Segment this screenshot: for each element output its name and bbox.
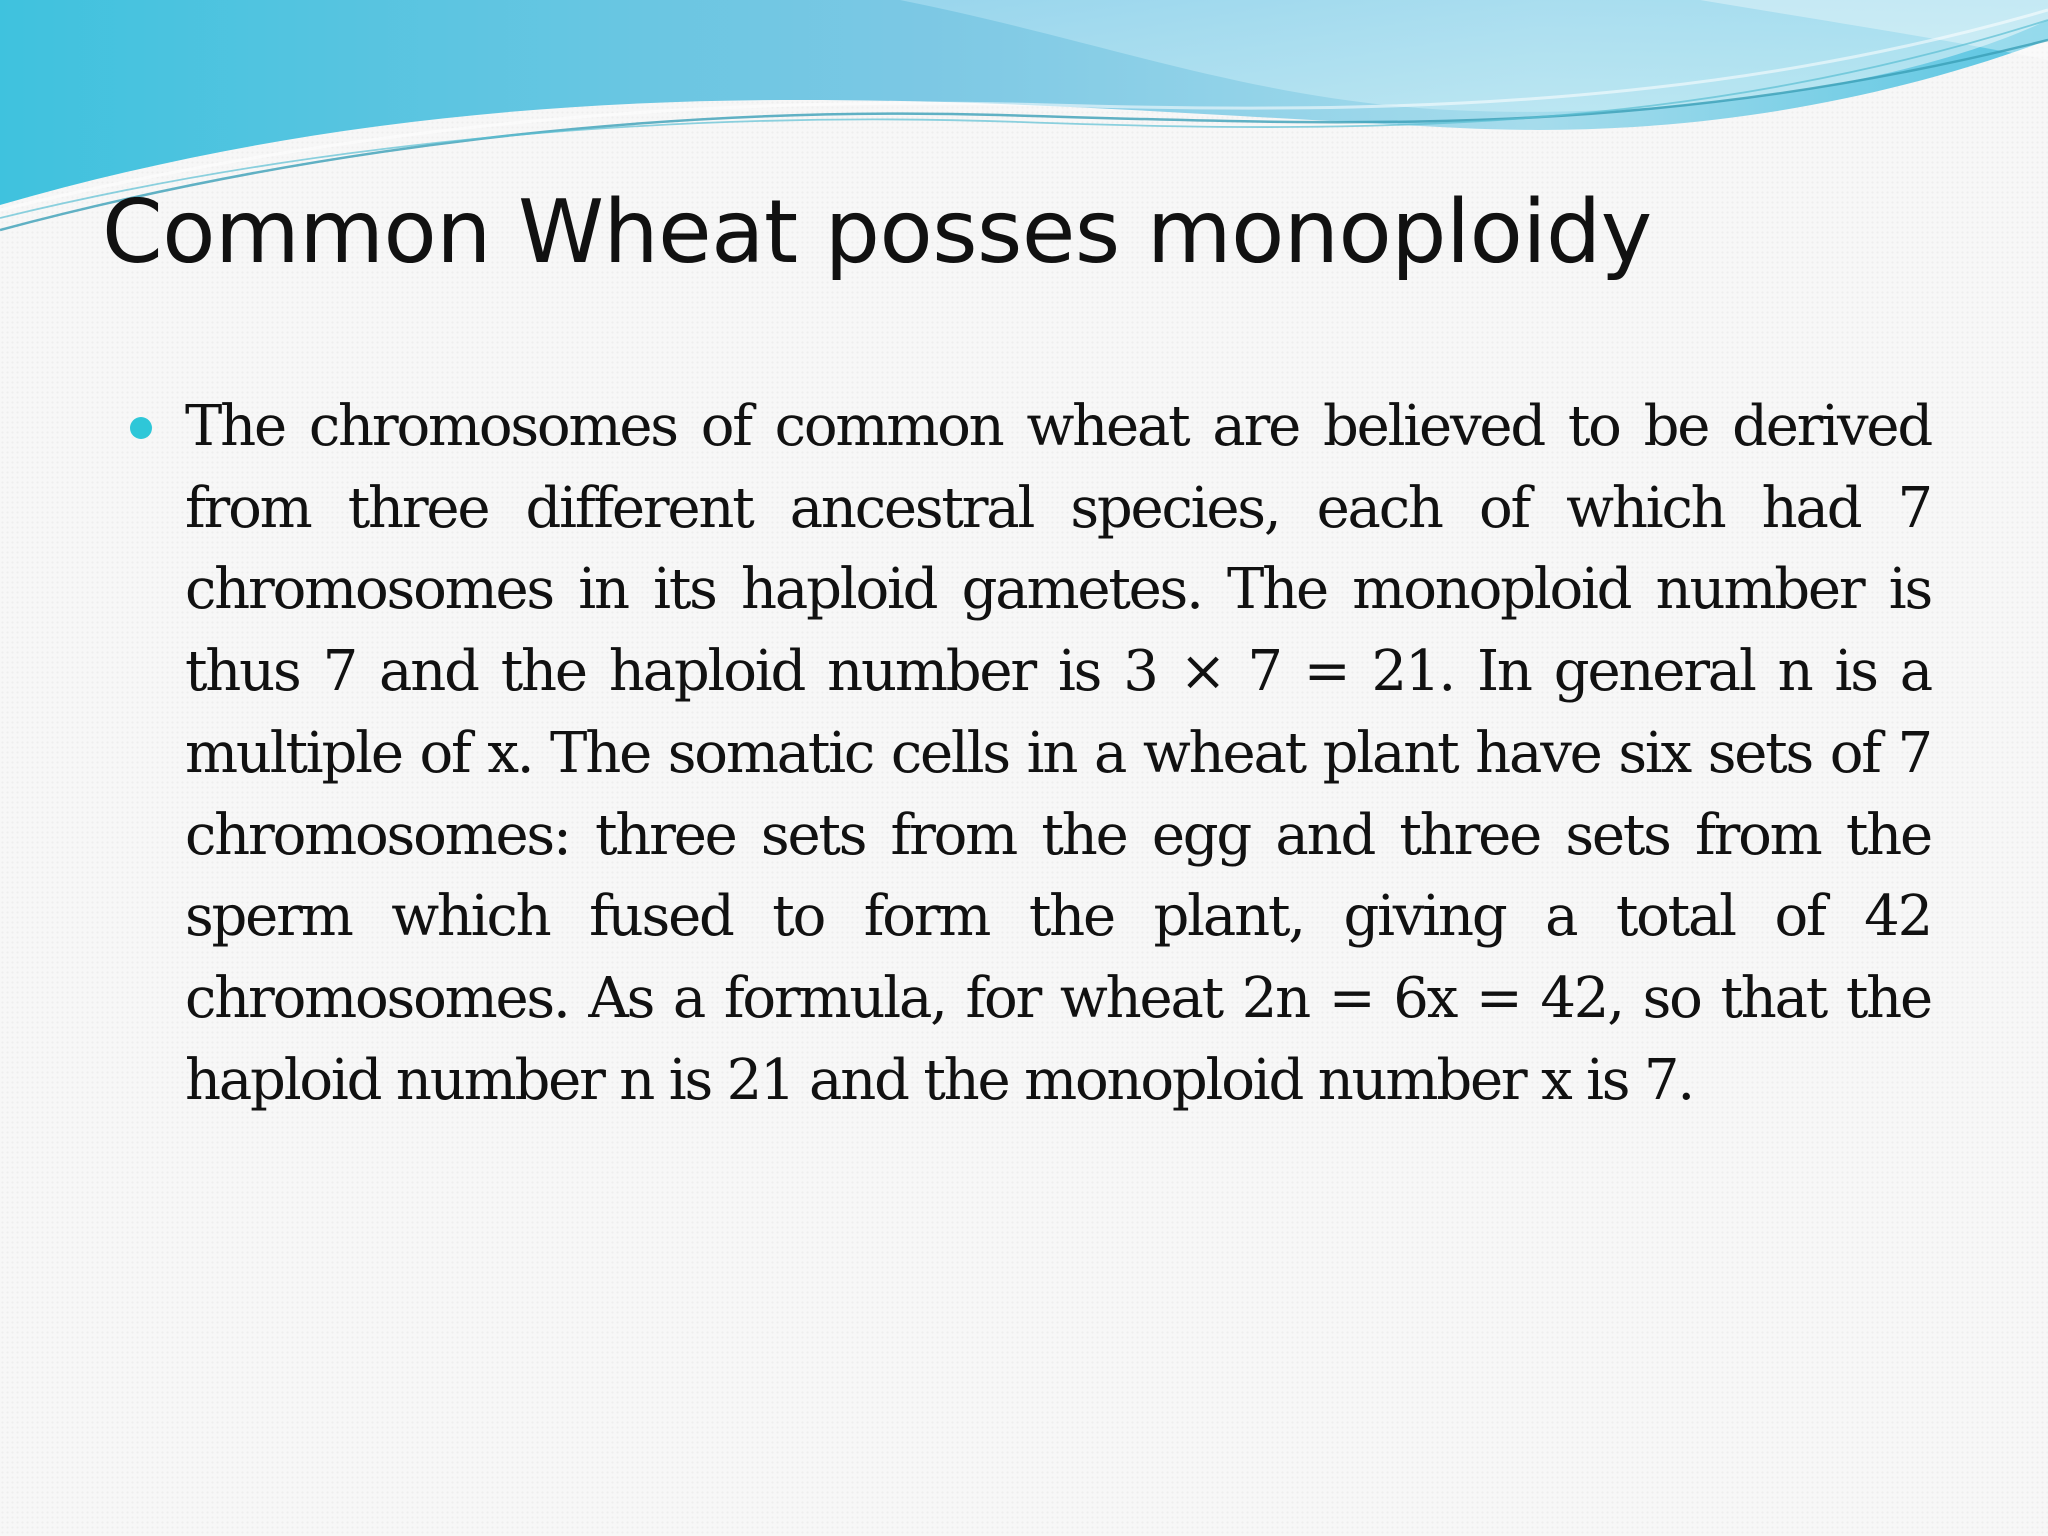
bullet-item [128,386,1931,1121]
bullet-dot-icon [130,417,152,439]
bullet-list [128,386,1931,1121]
bullet-text: The chromosomes of common wheat are believed to be derived from three different ancestral species, each of which had 7 chromosomes in its haploid gametes. The monoploid number is thus 7 and the haploid number is 3 × 7 = 21. In general n is a multiple of x. The somatic cells in a wheat plant have six sets of 7 chromosomes: three sets from the egg and three sets from the sperm which fused to form the plant, giving a total of 42 chromosomes. As a formula, for wheat 2n = 6x = 42, so that the haploid number n is 21 and the monoploid number x is 7. [185,394,1931,1113]
slide-title: Common Wheat posses monoploidy [102,181,1652,283]
